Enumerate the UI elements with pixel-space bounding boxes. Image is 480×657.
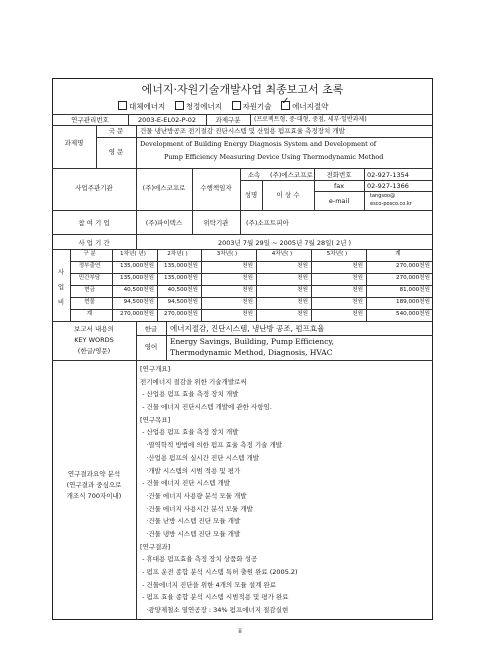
keywords-eng-label: 영어 [144, 343, 158, 351]
budget-cell: 천원 [297, 287, 308, 293]
budget-col-divider [157, 249, 158, 321]
summary-line: [연구개요] [140, 365, 171, 373]
summary-line: [연구결과] [140, 542, 171, 551]
budget-header-cell: 1차년( 년) [120, 251, 146, 257]
summary-line: - 산업용 펌프 효율 측정 장치 개발 [140, 428, 239, 437]
budget-side-label-2: 업 [57, 283, 65, 291]
phone-label: 전화번호 [326, 171, 352, 179]
budget-side-label-3: 비 [57, 298, 65, 306]
checkbox-icon [175, 101, 184, 110]
budget-cell: 민간부담 [78, 275, 101, 281]
budget-cell: 540,000천원 [396, 311, 430, 317]
project-id-value: 2003-E-EL02-P-02 [137, 116, 197, 124]
budget-cell: 189,000천원 [396, 299, 430, 305]
lead-role-label: 수행책임자 [200, 184, 232, 192]
budget-row-divider [70, 297, 433, 298]
category-saving: ✓ 에너지절약 [281, 96, 329, 111]
category-resource: 자원기술 [232, 102, 272, 111]
budget-cell: 천원 [297, 311, 308, 317]
project-name-label: 과제명 [64, 139, 84, 147]
budget-cell: 천원 [297, 275, 308, 281]
budget-cell: 81,000천원 [399, 287, 430, 293]
checkbox-checked-icon: ✓ [281, 101, 290, 110]
budget-cell: 천원 [297, 299, 308, 305]
budget-cell: 현물 [84, 299, 95, 305]
checkbox-icon [232, 101, 241, 110]
budget-cell: 천원 [352, 299, 363, 305]
checkbox-icon [118, 101, 127, 110]
summary-line: ·산업용 펌프의 실시간 진단 시스템 개발 [140, 453, 260, 462]
summary-line: - 건물에너지 진단을 위한 4개의 모듈 설계 완료 [140, 580, 277, 589]
budget-cell: 현금 [84, 287, 95, 293]
keywords-label-1: 보고서 내용의 [74, 325, 114, 333]
budget-header-cell: 4차년( ) [271, 251, 293, 257]
budget-header-cell: 5차년( ) [326, 251, 348, 257]
partner-name: (주)파이텍스 [145, 219, 183, 227]
form-title: 에너지·자원기술개발사업 최종보고서 초록 [141, 83, 344, 96]
keywords-eng-line2: Thermodynamic Method, Diagnosis, HVAC [170, 348, 333, 357]
budget-cell: 천원 [242, 311, 253, 317]
summary-line: ·건물 냉방 시스템 진단 모듈 개발 [140, 529, 241, 538]
phone-value: 02-927-1354 [367, 171, 409, 179]
summary-line: 전기에너지 절감을 위한 기술개발로써 [140, 377, 247, 386]
project-name-kor: 건물 냉난방공조 전기절감 진단시스템 및 산업용 펌프효율 측정장치 개발 [140, 127, 345, 135]
budget-cell: 135,000천원 [164, 275, 198, 281]
consign-value: (주)소프트피아 [246, 219, 289, 227]
email-value-line2: esco-posco.co.kr [370, 201, 412, 207]
summary-line: ·건물 에너지 사용시간 분석 모듈 개발 [140, 504, 253, 513]
budget-col-divider [256, 249, 257, 321]
summary-line: ·건물 난방 시스템 진단 모듈 개발 [140, 517, 241, 526]
summary-line: - 건물 에너지 진단시스템 개발에 관한 사항임. [140, 403, 272, 412]
budget-cell: 천원 [297, 263, 308, 269]
summary-line: - 건물 에너지 진단 시스템 개발 [140, 479, 231, 488]
budget-header-cell: 2차년( ) [167, 251, 188, 257]
keywords-kor-label: 한글 [144, 325, 158, 333]
budget-cell: 천원 [352, 311, 363, 317]
fax-label: fax [333, 182, 345, 190]
project-id-label: 연구관리번호 [71, 116, 109, 124]
budget-cell: 135,000천원 [164, 263, 198, 269]
person-name: 이 상 수 [276, 191, 300, 199]
project-type-value: (프로젝트형, 중·대형, 중점, 세부·일반과제) [254, 116, 367, 123]
summary-line: ·열역학적 방법에 의한 펌프 효율 측정 기술 개발 [140, 441, 283, 450]
fax-value: 02-927-1366 [367, 182, 409, 190]
lead-org-label: 사업주관기관 [75, 184, 113, 192]
project-name-eng-label: 영 문 [108, 148, 124, 156]
budget-header-cell: 3차년( ) [216, 251, 238, 257]
lead-org-name: (주)에스코프로 [142, 184, 186, 192]
budget-col-divider [201, 249, 202, 321]
project-type-label: 과제구분 [215, 116, 241, 124]
budget-row-divider [70, 273, 433, 274]
budget-cell: 정부출연 [78, 263, 101, 269]
period-value: 2003년 7월 29일 ~ 2005년 7월 28일( 2년 ) [217, 239, 352, 247]
budget-col-divider [311, 249, 312, 321]
budget-col-divider [366, 249, 367, 321]
summary-line: ·개발 시스템의 시범 적용 및 평가 [140, 466, 241, 475]
budget-header-cell: 구 분 [83, 251, 96, 257]
budget-row-divider [70, 285, 433, 286]
budget-col-divider [112, 249, 113, 321]
summary-line: - 산업용 펌프 효율 측정 장치 개발 [140, 390, 239, 399]
project-name-eng-line1: Development of Building Energy Diagnosis System and Development of [140, 140, 377, 148]
period-label: 사 업 기 간 [78, 239, 110, 247]
summary-line: ·건물 에너지 사용량 분석 모듈 개발 [140, 491, 247, 500]
budget-cell: 천원 [242, 263, 253, 269]
summary-line: ·광양제철소 열연공장 : 34% 펌프에너지 절감실현 [140, 606, 289, 615]
budget-cell: 천원 [242, 287, 253, 293]
budget-row-divider [70, 309, 433, 310]
summary-label-1: 연구결과요약 분석 [67, 470, 121, 478]
budget-cell: 270,000천원 [396, 275, 430, 281]
budget-cell: 40,500천원 [123, 287, 154, 293]
budget-cell: 135,000천원 [120, 275, 154, 281]
budget-cell: 270,000천원 [164, 311, 198, 317]
summary-body [140, 363, 430, 617]
budget-cell: 270,000천원 [120, 311, 154, 317]
project-name-kor-label: 국 문 [108, 127, 124, 135]
keywords-label-2: KEY WORDS [74, 336, 114, 344]
budget-cell: 천원 [242, 299, 253, 305]
budget-cell: 40,500천원 [167, 287, 198, 293]
email-value-line1: tangsoo@ [370, 193, 396, 199]
budget-side-label-1: 사 [57, 268, 65, 276]
partner-label: 참 여 기 업 [78, 219, 110, 227]
category-list [118, 96, 329, 111]
project-name-eng-line2: Pump Efficiency Measuring Device Using Thermodynamic Method [164, 153, 384, 161]
budget-cell: 천원 [352, 263, 363, 269]
budget-table [70, 249, 433, 321]
affiliation-value: (주)에스코프로 [270, 171, 313, 179]
keywords-kor: 에너지절감, 진단시스템, 냉난방 공조, 펌프효율 [170, 324, 325, 333]
budget-cell: 천원 [242, 275, 253, 281]
budget-cell: 천원 [352, 287, 363, 293]
person-name-label: 성명 [244, 191, 258, 199]
keywords-eng-line1: Energy Savings, Building, Pump Efficiency, [170, 337, 335, 346]
budget-cell: 94,500천원 [167, 299, 198, 305]
category-clean: 청정에너지 [175, 102, 222, 111]
budget-cell: 270,000천원 [396, 263, 430, 269]
summary-line: - 휴대용 펌프효율 측정 장치 상품화 성공 [140, 555, 258, 564]
budget-header-cell: 계 [395, 251, 401, 257]
summary-label-3: 개조식 700자이내) [66, 492, 122, 500]
page-number: ii [238, 627, 242, 635]
category-alternative: 대체에너지 [118, 102, 165, 111]
summary-line: [연구목표] [140, 415, 171, 424]
summary-line: - 펌프 운전 종합 분석 시스템 특허 출원 완료 (2005.2) [140, 568, 298, 576]
affiliation-label: 소속 [247, 171, 261, 179]
budget-cell: 천원 [352, 275, 363, 281]
budget-row-divider [70, 261, 433, 262]
keywords-label-3: (한글/영문) [77, 347, 111, 355]
consign-label: 위탁기관 [203, 219, 229, 227]
budget-cell: 94,500천원 [123, 299, 154, 305]
budget-cell: 계 [86, 311, 93, 317]
email-label: e-mail [328, 197, 350, 205]
budget-cell: 135,000천원 [120, 263, 154, 269]
summary-label-2: (연구결과 중심으로 [66, 481, 122, 489]
summary-line: - 펌프 효율 종합 분석 시스템 시범적용 및 평가 완료 [140, 593, 289, 602]
